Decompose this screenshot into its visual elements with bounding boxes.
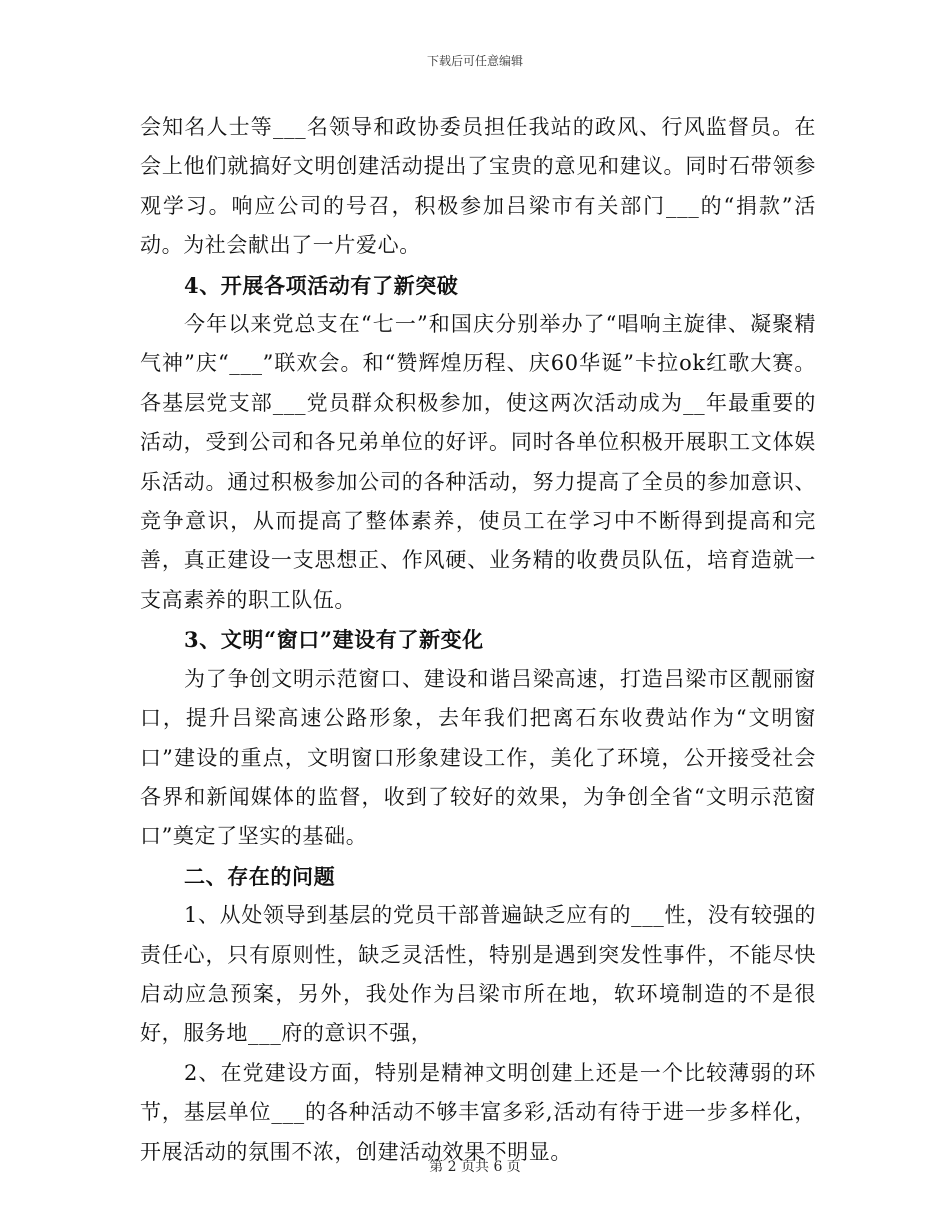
section-heading-problems: 二、存在的问题 <box>184 863 336 889</box>
section-heading-activities: 4、开展各项活动有了新突破 <box>184 272 459 298</box>
paragraph-activities: 今年以来党总支在“七一”和国庆分别举办了“唱响主旋律、凝聚精气神”庆“___”联欢会。和“赞辉煌历程、庆60华诞”卡拉ok红歌大赛。各基层党支部___党员群众积极参加，使这两次活动成为__年最重要的活动，受到公司和各兄弟单位的好评。同时各单位积极开展职工文体娱乐活动。通过积极参加公司的各种活动，努力提高了全员的参加意识、竞争意识，从而提高了整体素养，使员工在学习中不断得到提高和完善，真正建设一支思想正、作风硬、业务精的收费员队伍，培育造就一支高素养的职工队伍。 <box>140 312 816 612</box>
paragraph-problem-2: 2、在党建设方面，特别是精神文明创建上还是一个比较薄弱的环节，基层单位___的各种活动不够丰富多彩,活动有待于进一步多样化，开展活动的氛围不浓，创建活动效果不明显。 <box>140 1060 816 1164</box>
section-heading-window: 3、文明“窗口”建设有了新变化 <box>184 627 484 653</box>
document-body <box>140 108 816 1172</box>
page-number: 第 2 页共 6 页 <box>429 1159 521 1175</box>
paragraph-problem-1: 1、从处领导到基层的党员干部普遍缺乏应有的___性，没有较强的责任心，只有原则性，缺乏灵活性，特别是遇到突发性事件，不能尽快启动应急预案，另外，我处作为吕梁市所在地，软环境制造的不是很好，服务地___府的意识不强， <box>140 903 816 1046</box>
paragraph-window: 为了争创文明示范窗口、建设和谐吕梁高速，打造吕梁市区靓丽窗口，提升吕梁高速公路形象，去年我们把离石东收费站作为“文明窗口”建设的重点，文明窗口形象建设工作，美化了环境，公开接受社会各界和新闻媒体的监督，收到了较好的效果，为争创全省“文明示范窗口”奠定了坚实的基础。 <box>140 666 816 849</box>
page-header: 下载后可任意编辑 <box>426 54 523 68</box>
paragraph-continued: 会知名人士等___名领导和政协委员担任我站的政风、行风监督员。在会上他们就搞好文明创建活动提出了宝贵的意见和建议。同时石带领参观学习。响应公司的号召，积极参加吕梁市有关部门___的“捐款”活动。为社会献出了一片爱心。 <box>140 115 816 258</box>
